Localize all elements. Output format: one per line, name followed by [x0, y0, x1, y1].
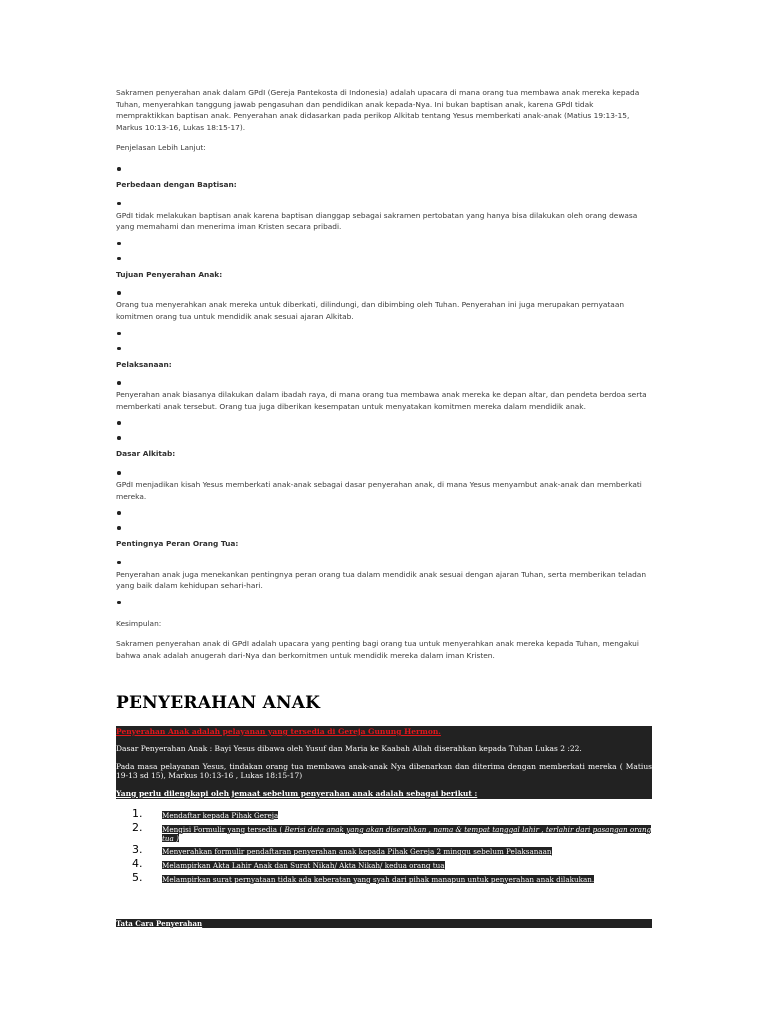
section-heading: Tujuan Penyerahan Anak:	[116, 269, 223, 279]
pada-masa-paragraph: Pada masa pelayanan Yesus, tindakan orang tua membawa anak-anak Nya dibenarkan dan diterima dengan memberkati mereka ( Matius 19-13 sd 15), Markus 10:13-16 , Lukas 18:15-17)	[116, 761, 652, 781]
list-number: 1.	[132, 807, 143, 821]
list-item	[116, 857, 652, 871]
bullet-icon	[116, 250, 652, 265]
bullet-icon	[116, 519, 652, 534]
list-item-text: Melampirkan surat pernyataan tidak ada keberatan yang syah dari pihak manapun untuk penyerahan anak dilakukan.	[162, 875, 595, 885]
list-item	[116, 843, 652, 857]
list-item-text: Mendaftar kepada Pihak Gereja	[162, 811, 279, 821]
bullet-icon	[116, 325, 652, 340]
bullet-icon	[116, 594, 652, 609]
bullet-icon	[116, 340, 652, 355]
list-item-text: Menyerahkan formulir pendaftaran penyerahan anak kepada Pihak Gereja 2 minggu sebelum Pelaksanaan	[162, 847, 552, 857]
list-item-text: Mengisi Formulir yang tersedia (	[162, 824, 283, 834]
bullet-icon	[116, 504, 652, 519]
section-heading: Perbedaan dengan Baptisan:	[116, 179, 237, 189]
section-heading: Pentingnya Peran Orang Tua:	[116, 539, 239, 549]
list-number: 2.	[132, 820, 143, 834]
conclusion-text: Sakramen penyerahan anak di GPdI adalah upacara yang penting bagi orang tua untuk menyerahkan anak mereka kepada Tuhan, mengakui bahwa anak adalah anugerah dari-Nya dan berkomitmen untuk mendidik mereka dalam iman Kristen.	[116, 639, 639, 661]
bullet-icon	[116, 429, 652, 444]
conclusion-label: Kesimpulan:	[116, 618, 162, 628]
bullet-icon	[116, 464, 652, 479]
further-explanation-label: Penjelasan Lebih Lanjut:	[116, 143, 206, 153]
requirements-heading: Yang perlu dilengkapi oleh jemaat sebelum penyerahan anak adalah sebagai berikut :	[116, 788, 478, 798]
bullet-icon	[116, 235, 652, 250]
section-heading: Pelaksanaan:	[116, 359, 172, 369]
bullet-icon	[116, 374, 652, 389]
intro-paragraph: Sakramen penyerahan anak dalam GPdI (Gereja Pantekosta di Indonesia) adalah upacara di mana orang tua membawa anak mereka kepada Tuhan, menyerahkan tanggung jawab pengasuhan dan pendidikan anak kepada-Nya. Ini bukan baptisan anak, karena GPdI tidak mempraktikkan baptisan anak. Penyerahan anak didasarkan pada perikop Alkitab tentang Yesus memberkati anak-anak (Matius 19:13-15, Markus 10:13-16, Lukas 18:15-17).	[116, 88, 640, 132]
section-body: Penyerahan anak juga menekankan pentingnya peran orang tua dalam mendidik anak sesuai dengan ajaran Tuhan, serta memberikan teladan yang baik dalam kehidupan sehari-hari.	[116, 569, 647, 591]
highlighted-block	[116, 726, 652, 799]
bullet-icon	[116, 160, 652, 175]
section-body: GPdI menjadikan kisah Yesus memberkati anak-anak sebagai dasar penyerahan anak, di mana Yesus menyambut anak-anak dan memberkati mereka.	[116, 479, 642, 501]
requirements-list	[116, 807, 652, 885]
section-body: Orang tua menyerahkan anak mereka untuk diberkati, dilindungi, dan dibimbing oleh Tuhan. Penyerahan ini juga merupakan pernyataan komitmen orang tua untuk mendidik anak sesuai ajaran Alkitab.	[116, 300, 625, 321]
bullet-icon	[116, 414, 652, 429]
list-item	[116, 820, 652, 844]
bullet-icon	[116, 554, 652, 569]
list-item-italic-text: Berisi data anak yang akan diserahkan , nama & tempat tanggal lahir , terlahir dari pasangan orang tua )	[162, 824, 652, 843]
section-body: Penyerahan anak biasanya dilakukan dalam ibadah raya, di mana orang tua membawa anak mereka ke depan altar, dan pendeta berdoa serta memberkati anak tersebut. Orang tua juga diberikan kesempatan untuk menyatakan komitmen mereka dalam mendidik anak.	[116, 390, 647, 411]
page-title: PENYERAHAN ANAK	[116, 693, 321, 713]
service-availability-line: Penyerahan Anak adalah pelayanan yang tersedia di Gereja Gunung Hermon.	[116, 727, 441, 736]
list-number: 3.	[132, 843, 143, 857]
dasar-paragraph: Dasar Penyerahan Anak : Bayi Yesus dibawa oleh Yusuf dan Maria ke Kaabah Allah diserahkan kepada Tuhan Lukas 2 :22.	[116, 744, 582, 754]
bullet-icon	[116, 284, 652, 299]
document-page-1	[116, 87, 652, 662]
document-page-2	[116, 693, 652, 928]
list-number: 4.	[132, 857, 143, 871]
list-item	[116, 807, 652, 821]
bullet-icon	[116, 195, 652, 210]
tata-cara-heading: Tata Cara Penyerahan	[116, 919, 652, 928]
list-number: 5.	[132, 871, 143, 885]
section-body: GPdI tidak melakukan baptisan anak karena baptisan dianggap sebagai sakramen pertobatan yang hanya bisa dilakukan oleh orang dewasa yang memahami dan menerima iman Kristen secara pribadi.	[116, 210, 638, 232]
section-heading: Dasar Alkitab:	[116, 449, 176, 459]
list-item	[116, 871, 652, 885]
list-item-text: Melampirkan Akta Lahir Anak dan Surat Nikah/ Akta Nikah/ kedua orang tua	[162, 861, 445, 871]
